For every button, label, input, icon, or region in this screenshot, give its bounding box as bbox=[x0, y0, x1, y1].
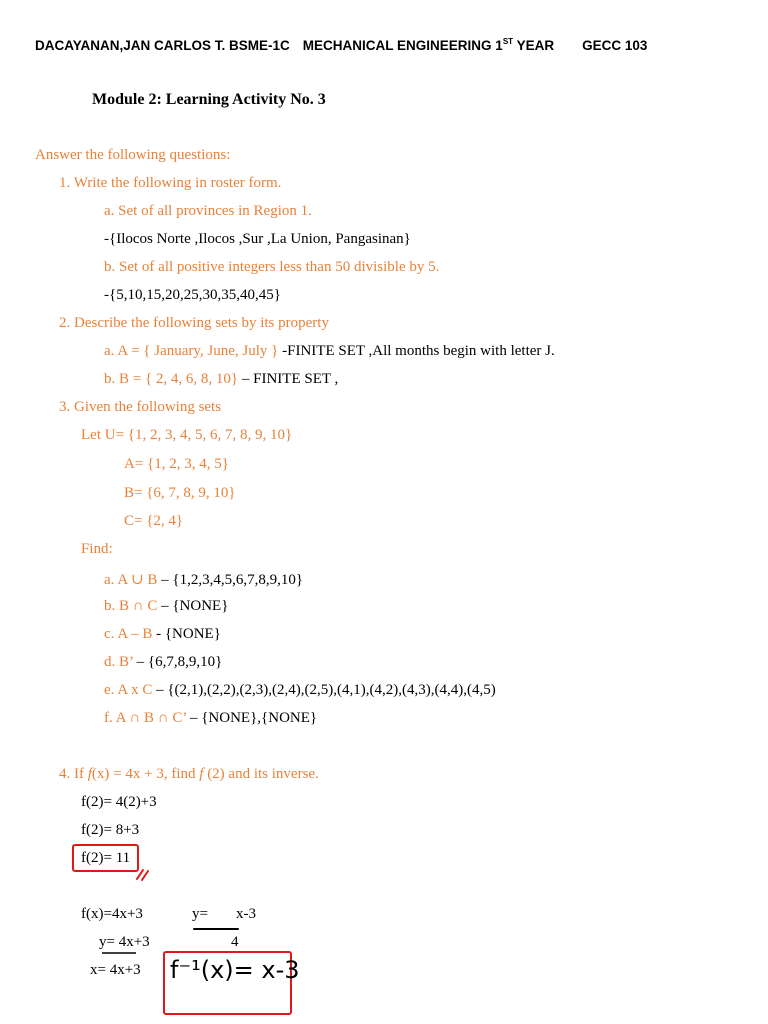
q4-step-3: f(2)= 11 bbox=[81, 850, 131, 866]
handwritten-answer-box bbox=[72, 844, 139, 872]
q3-set-b: B= {6, 7, 8, 9, 10} bbox=[124, 485, 236, 501]
handwritten-underline bbox=[100, 950, 140, 956]
q4-inverse-y: y= bbox=[192, 906, 208, 922]
q3-item-answer: – {6,7,8,9,10} bbox=[132, 654, 223, 670]
q3-item-label: b. B ∩ C bbox=[104, 598, 158, 614]
q3-prompt: 3. Given the following sets bbox=[59, 399, 222, 415]
page-title: Module 2: Learning Activity No. 3 bbox=[92, 91, 326, 108]
q4-step-1: f(2)= 4(2)+3 bbox=[81, 794, 157, 810]
q4-inverse-numerator: x-3 bbox=[236, 906, 256, 922]
q3-item-label: c. A – B bbox=[104, 626, 157, 642]
q3-item-label: e. A x C bbox=[104, 682, 153, 698]
q4-inverse-2: y= 4x+3 bbox=[99, 934, 150, 950]
q3-item-d bbox=[104, 654, 222, 671]
q3-set-u: Let U= {1, 2, 3, 4, 5, 6, 7, 8, 9, 10} bbox=[81, 427, 293, 443]
program-year: YEAR bbox=[513, 38, 555, 53]
q3-item-answer: – {1,2,3,4,5,6,7,8,9,10} bbox=[157, 572, 304, 588]
q4-prompt: 4. If f(x) = 4x + 3, find f (2) and its inverse. bbox=[59, 766, 319, 782]
q1-a-label: a. Set of all provinces in Region 1. bbox=[104, 203, 312, 219]
q3-item-label: f. A ∩ B ∩ C’ bbox=[104, 710, 187, 726]
q3-item-b bbox=[104, 598, 228, 615]
q3-item-c bbox=[104, 626, 221, 643]
q3-set-a: A= {1, 2, 3, 4, 5} bbox=[124, 456, 229, 472]
q3-find: Find: bbox=[81, 541, 113, 557]
document-header bbox=[35, 37, 647, 53]
student-name: DACAYANAN,JAN CARLOS T. BSME-1C bbox=[35, 38, 290, 53]
program-name: MECHANICAL ENGINEERING 1 bbox=[302, 38, 503, 53]
q3-item-answer: - {NONE} bbox=[156, 626, 221, 642]
q2-prompt: 2. Describe the following sets by its property bbox=[59, 315, 329, 331]
instructions: Answer the following questions: bbox=[35, 147, 231, 163]
q3-item-f bbox=[104, 710, 317, 727]
q1-b-answer: -{5,10,15,20,25,30,35,40,45} bbox=[104, 287, 281, 303]
q2-b-line bbox=[104, 371, 338, 388]
q4-inverse-1: f(x)=4x+3 bbox=[81, 906, 143, 922]
q2-b-answer: – FINITE SET , bbox=[238, 371, 339, 387]
handwritten-fraction-bar bbox=[192, 926, 242, 932]
program-superscript: ST bbox=[502, 37, 514, 46]
q3-item-label: d. B’ bbox=[104, 654, 133, 670]
q4-step-2: f(2)= 8+3 bbox=[81, 822, 140, 838]
q3-item-label: a. A ∪ B bbox=[104, 572, 158, 588]
q4-inverse-denominator: 4 bbox=[231, 934, 239, 950]
handwritten-inverse: f⁻¹(x)= x-3 bbox=[170, 956, 300, 984]
q3-set-c: C= {2, 4} bbox=[124, 513, 184, 529]
q2-a-answer: -FINITE SET ,All months begin with letter J. bbox=[278, 343, 555, 359]
q3-item-answer: – {NONE} bbox=[157, 598, 229, 614]
q4-inverse-3: x= 4x+3 bbox=[90, 962, 141, 978]
course-code: GECC 103 bbox=[582, 38, 648, 53]
q2-b-label: b. B = { 2, 4, 6, 8, 10} bbox=[104, 371, 239, 387]
q1-a-answer: -{Ilocos Norte ,Ilocos ,Sur ,La Union, Pangasinan} bbox=[104, 231, 411, 247]
q3-item-answer: – {(2,1),(2,2),(2,3),(2,4),(2,5),(4,1),(4,2),(4,3),(4,4),(4,5) bbox=[152, 682, 496, 698]
q1-prompt: 1. Write the following in roster form. bbox=[59, 175, 282, 191]
q2-a-line bbox=[104, 343, 555, 360]
handwritten-check-mark bbox=[134, 868, 154, 882]
q2-a-label: a. A = { January, June, July } bbox=[104, 343, 279, 359]
q3-item-e bbox=[104, 682, 496, 699]
q3-item-a bbox=[104, 570, 303, 589]
q1-b-label: b. Set of all positive integers less than 50 divisible by 5. bbox=[104, 259, 440, 275]
q3-item-answer: – {NONE},{NONE} bbox=[186, 710, 318, 726]
